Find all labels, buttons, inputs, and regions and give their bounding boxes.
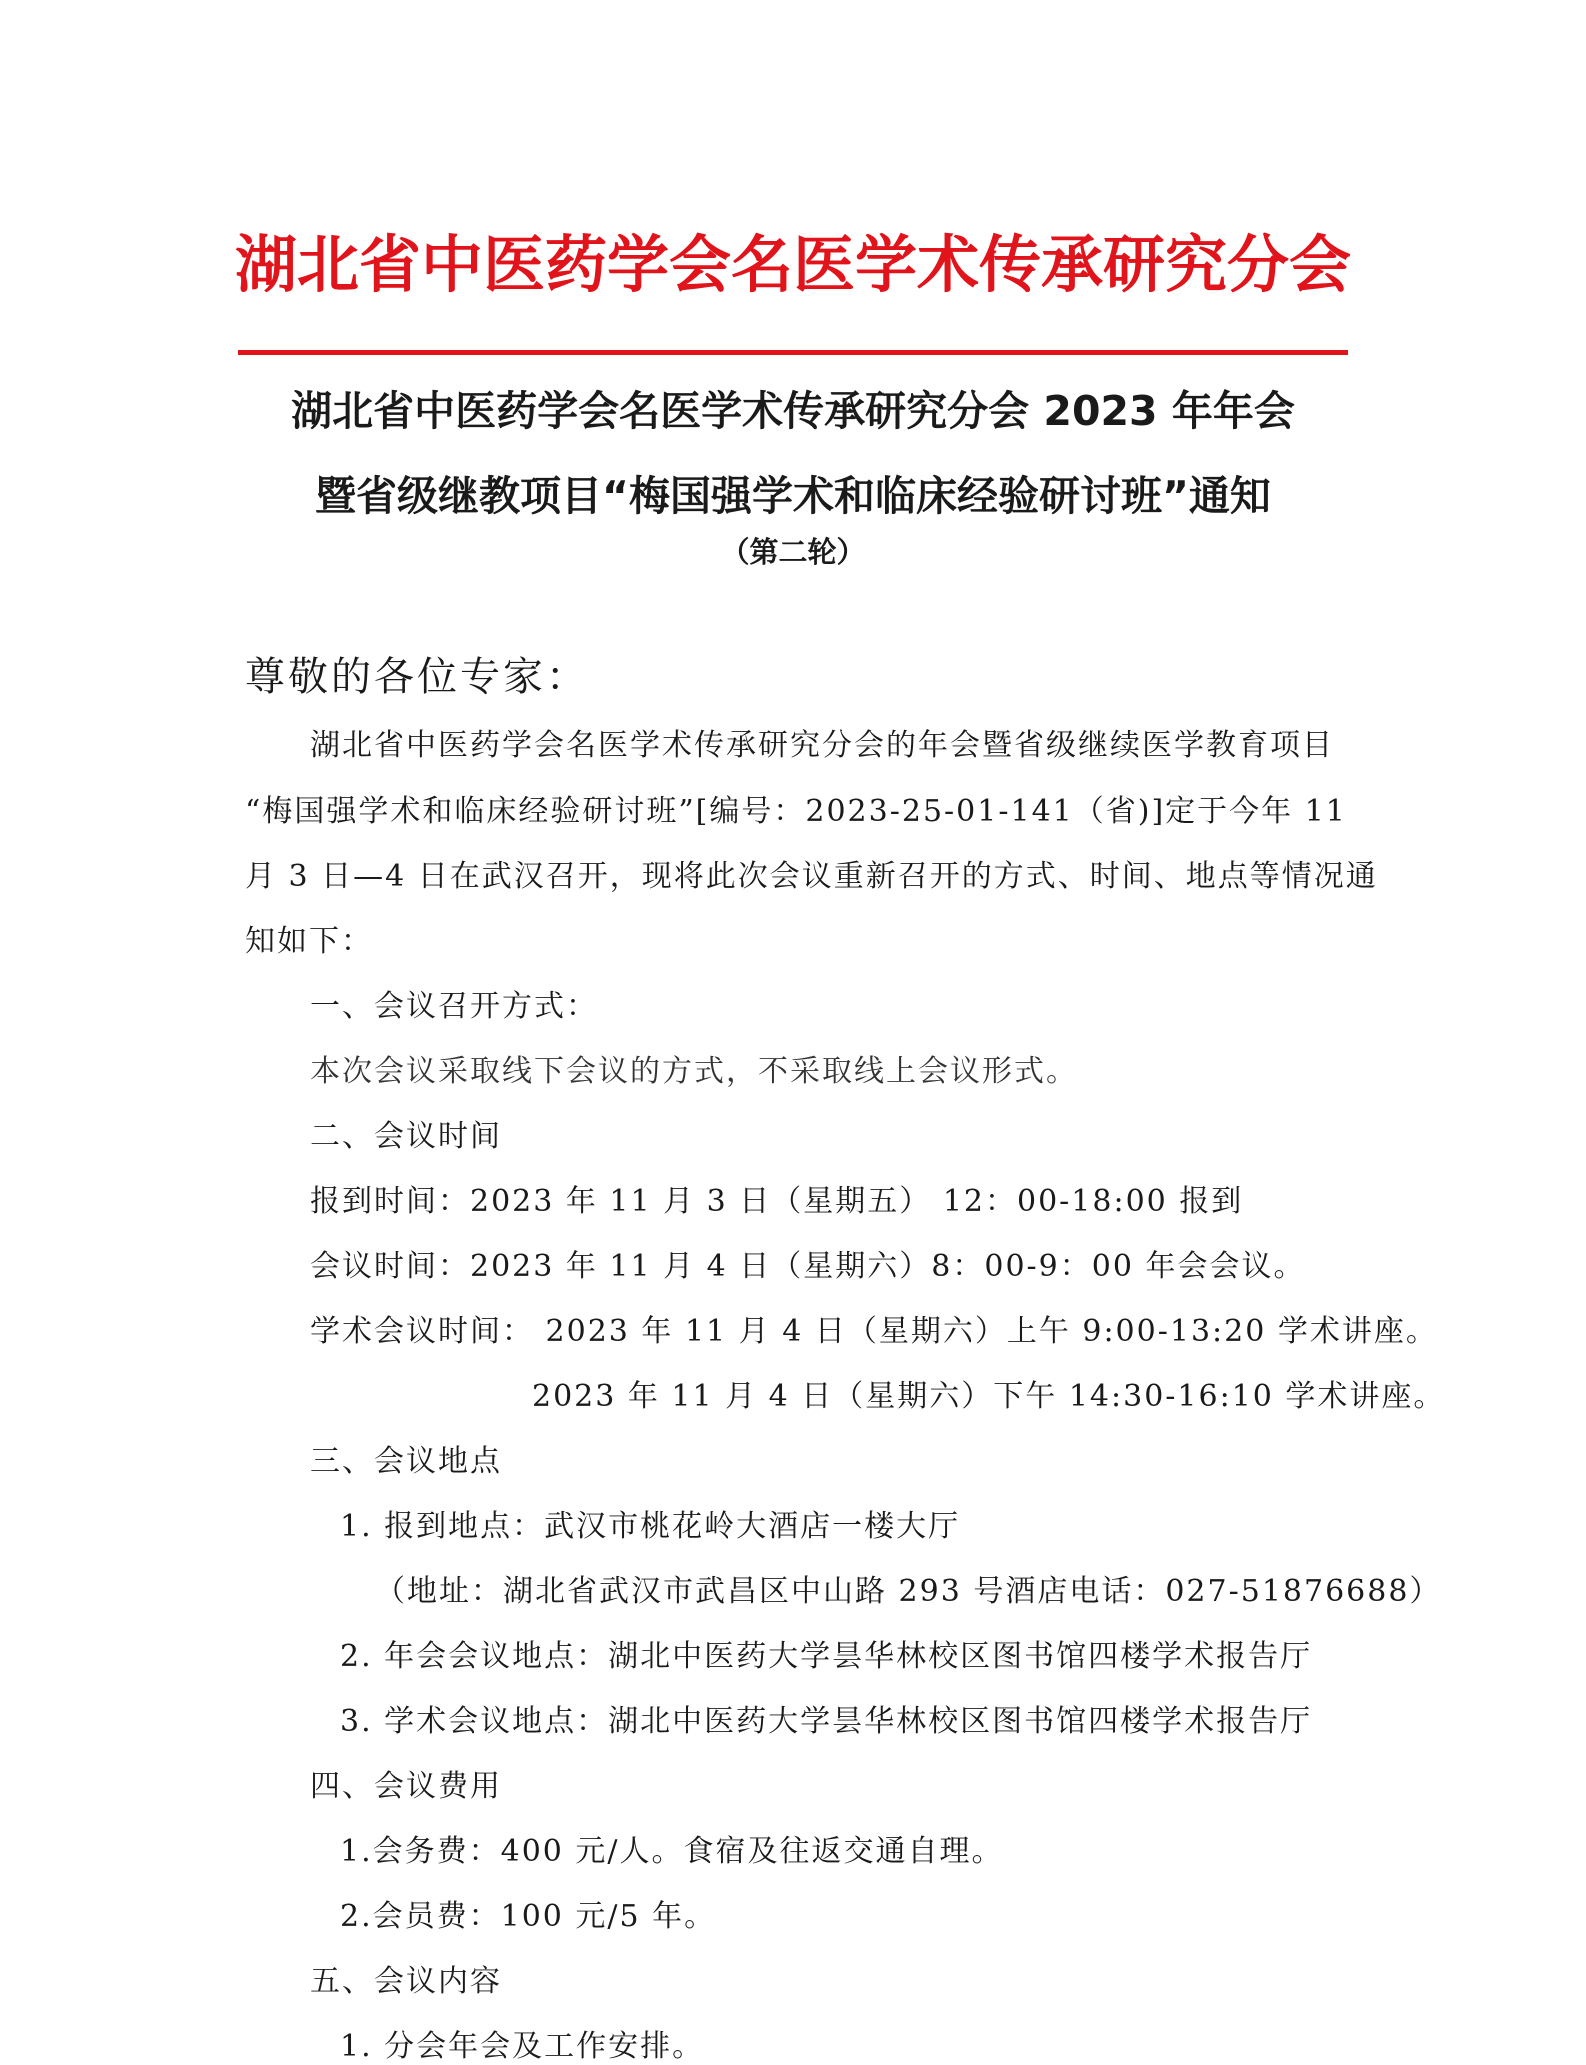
intro-line-3: 月 3 日—4 日在武汉召开，现将此次会议重新召开的方式、时间、地点等情况通 (245, 859, 1378, 894)
academic-meeting-location: 3. 学术会议地点：湖北中医药大学昙华林校区图书馆四楼学术报告厅 (340, 1704, 1313, 1739)
section-2-heading: 二、会议时间 (310, 1119, 502, 1154)
section-4-heading: 四、会议费用 (310, 1769, 502, 1804)
org-masthead: 湖北省中医药学会名医学术传承研究分会 (234, 228, 1351, 301)
intro-line-4: 知如下： (245, 924, 373, 959)
hotel-address: （地址：湖北省武汉市武昌区中山路 293 号酒店电话：027-51876688） (375, 1574, 1442, 1609)
section-3-heading: 三、会议地点 (310, 1444, 502, 1479)
annual-meeting-location: 2. 年会会议地点：湖北中医药大学昙华林校区图书馆四楼学术报告厅 (340, 1639, 1313, 1674)
academic-time-afternoon: 2023 年 11 月 4 日（星期六）下午 14:30-16:10 学术讲座。 (532, 1379, 1446, 1414)
red-divider (238, 350, 1348, 355)
section-5-heading: 五、会议内容 (310, 1964, 502, 1999)
meeting-time: 会议时间：2023 年 11 月 4 日（星期六）8：00-9：00 年会会议。 (310, 1249, 1306, 1284)
intro-line-2: “梅国强学术和临床经验研讨班”[编号：2023-25-01-141（省)]定于今年 11 (245, 794, 1347, 829)
section-1-body: 本次会议采取线下会议的方式，不采取线上会议形式。 (310, 1054, 1078, 1089)
intro-line-1: 湖北省中医药学会名医学术传承研究分会的年会暨省级继续医学教育项目 (310, 728, 1334, 763)
document-title-line-2: 暨省级继教项目“梅国强学术和临床经验研讨班”通知 (315, 472, 1271, 520)
salutation: 尊敬的各位专家： (245, 654, 589, 700)
checkin-time: 报到时间：2023 年 11 月 3 日（星期五） 12：00-18:00 报到 (310, 1184, 1244, 1219)
section-1-heading: 一、会议召开方式： (310, 989, 598, 1024)
content-item-1: 1. 分会年会及工作安排。 (340, 2029, 705, 2064)
checkin-location: 1. 报到地点：武汉市桃花岭大酒店一楼大厅 (340, 1509, 961, 1544)
notice-round: （第二轮） (720, 535, 866, 569)
membership-fee: 2.会员费：100 元/5 年。 (340, 1899, 717, 1934)
document-title-line-1: 湖北省中医药学会名医学术传承研究分会 2023 年年会 (291, 387, 1295, 435)
academic-time-morning: 学术会议时间： 2023 年 11 月 4 日（星期六）上午 9:00-13:20 学术讲座。 (310, 1314, 1438, 1349)
conference-fee: 1.会务费：400 元/人。食宿及往返交通自理。 (340, 1834, 1004, 1869)
